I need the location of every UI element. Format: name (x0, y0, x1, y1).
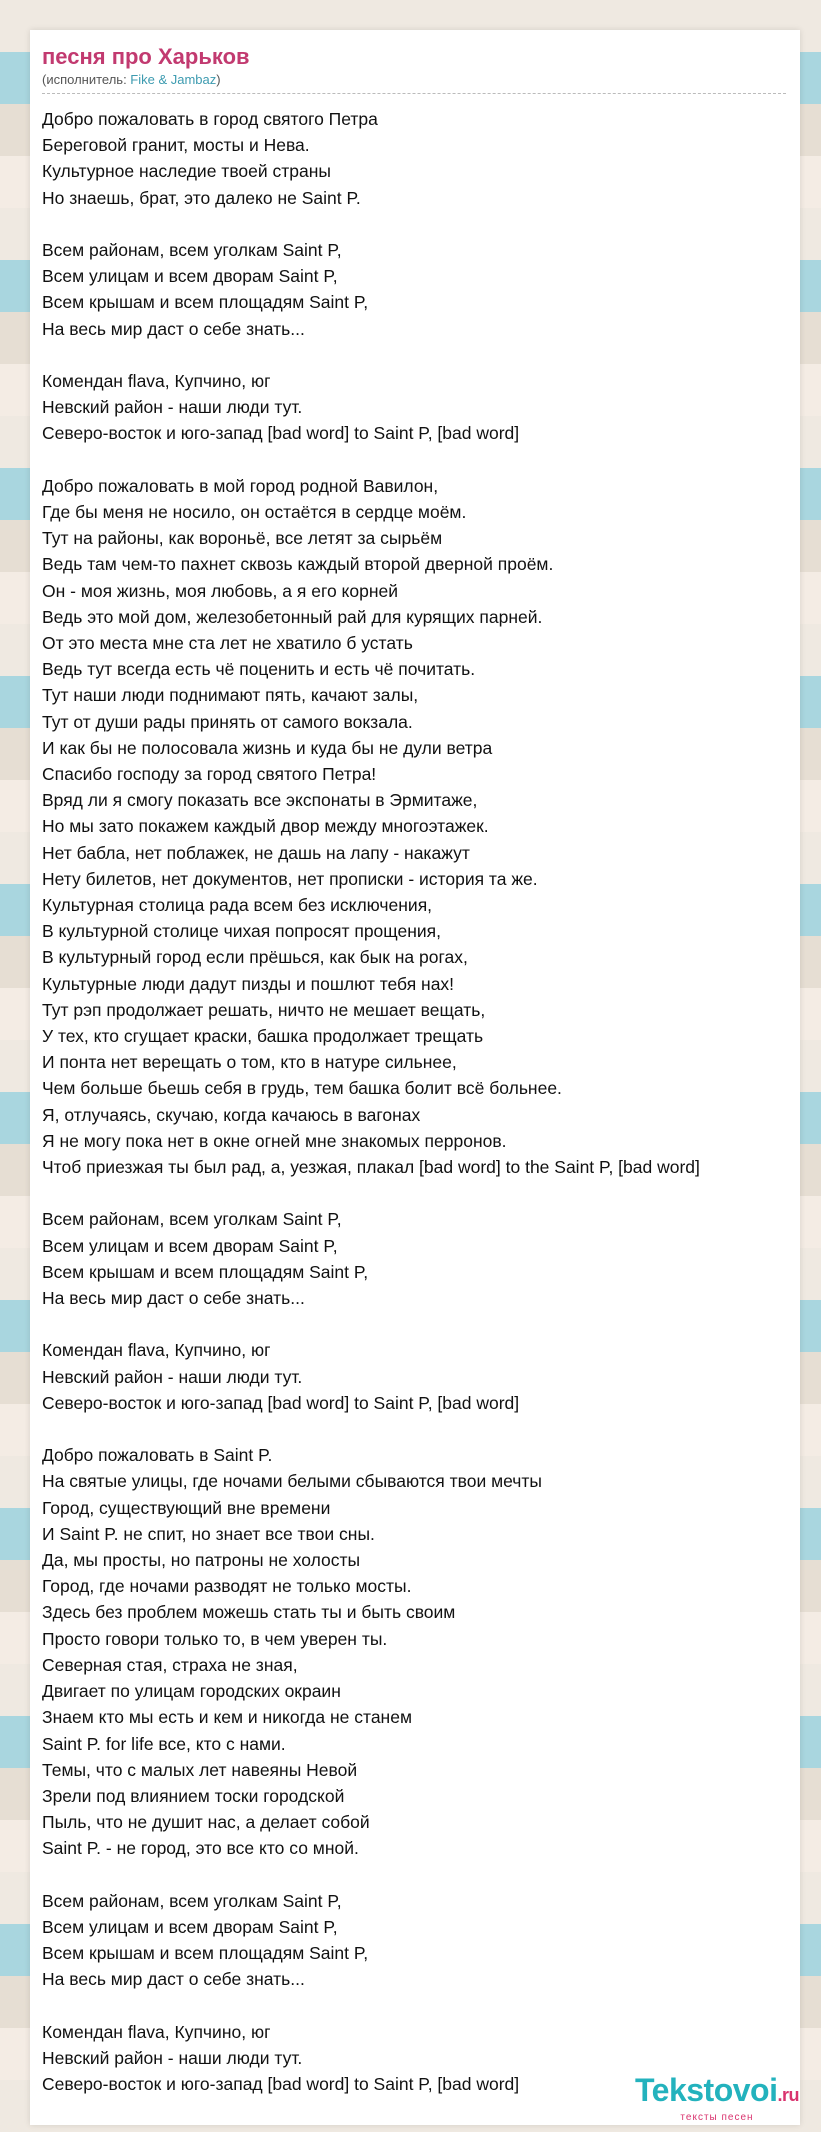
lyrics-line: Береговой гранит, мосты и Нева. (42, 135, 310, 156)
lyrics-line: Я, отлучаясь, скучаю, когда качаюсь в вагонах (42, 1104, 421, 1125)
lyrics-line: На весь мир даст о себе знать... (42, 1288, 305, 1309)
lyrics-line: Коменда﻿н flava, Купчино, юг (42, 371, 271, 391)
lyrics-line: Добро пожаловать в Saint P. (42, 1445, 273, 1466)
lyrics-line: И как бы не полосовала жизнь и куда бы не дули ветра (42, 737, 493, 758)
lyrics-line: Всем крышам и всем площадям Saint P, (42, 292, 369, 313)
site-logo[interactable] (635, 2073, 799, 2124)
lyrics-text (42, 106, 786, 2097)
artist-line (42, 71, 786, 94)
lyrics-line: Знаем кто мы есть и кем и никогда не станем (42, 1707, 412, 1728)
lyrics-stanza (42, 237, 786, 342)
lyrics-line: Тут рэп продолжает решать, ничто не мешает вещать, (42, 999, 486, 1020)
lyrics-line: И Saint P. не спит, но знает все твои сны. (42, 1523, 375, 1544)
artist-suffix: ) (216, 72, 221, 87)
lyrics-line: Но знаешь, брат, это далеко не Saint P. (42, 187, 361, 208)
lyrics-line: Здесь без проблем можешь стать ты и быть своим (42, 1602, 456, 1623)
lyrics-line: У тех, кто сгущает краски, башка продолжает трещать (42, 1026, 484, 1047)
lyrics-line: В культурный город если прёшься, как бык на рогах, (42, 947, 468, 968)
lyrics-line: Культурное наследие твоей страны (42, 161, 331, 182)
lyrics-line: Вряд ли я смогу показать все экспонаты в Эрмитаже, (42, 790, 478, 811)
lyrics-line: На святые улицы, где ночами белыми сбываются твои мечты (42, 1471, 543, 1492)
lyrics-line: Всем районам, всем уголкам Saint P, (42, 240, 342, 260)
lyrics-stanza (42, 1337, 786, 1416)
lyrics-line: Северо-восток и юго-запад [bad word] to Saint P, [bad word] (42, 1392, 520, 1413)
lyrics-line: Северная стая, страха не зная, (42, 1654, 298, 1675)
lyrics-line: Всем улицам и всем дворам Saint P, (42, 1235, 338, 1256)
lyrics-line: Ведь тут всегда есть чё поценить и есть чё почитать. (42, 659, 476, 680)
lyrics-line: Всем районам, всем уголкам Saint P, (42, 1890, 342, 1911)
lyrics-line: И понта нет верещать о том, кто в натуре сильнее, (42, 1052, 457, 1073)
lyrics-stanza (42, 368, 786, 447)
lyrics-line: Где бы меня не носило, он остаётся в сердце моём. (42, 502, 467, 522)
lyrics-line: Чтоб приезжая ты был рад, а, уезжая, плакал [bad word] to the Saint P, [bad word] (42, 1157, 700, 1178)
lyrics-line: Невский район - наши люди тут. (42, 1366, 303, 1387)
lyrics-line: Saint P. for life все, кто с нами. (42, 1733, 286, 1754)
lyrics-line: Город, где ночами разводят не только мосты. (42, 1576, 412, 1597)
lyrics-line: Северо-восток и юго-запад [bad word] to Saint P, [bad word] (42, 423, 520, 444)
lyrics-line: Спасибо господу за город святого Петра! (42, 764, 377, 785)
lyrics-line: Двигает по улицам городских окраин (42, 1681, 341, 1702)
lyrics-line: Тут наши люди поднимают пять, качают залы, (42, 685, 419, 706)
lyrics-stanza (42, 106, 786, 211)
lyrics-line: На весь мир даст о себе знать... (42, 1969, 305, 1990)
lyrics-line: Всем улицам и всем дворам Saint P, (42, 1916, 338, 1937)
lyrics-stanza (42, 473, 786, 1180)
lyrics-line: Всем улицам и всем дворам Saint P, (42, 266, 338, 287)
lyrics-line: Тут на районы, как вороньё, все летят за сырьём (42, 528, 443, 549)
artist-prefix: (исполнитель: (42, 72, 131, 87)
lyrics-line: Добро пожаловать в город святого Петра (42, 109, 378, 129)
song-title: песня про Харьков (42, 44, 250, 69)
lyrics-card (30, 30, 800, 2125)
lyrics-line: Да, мы просты, но патроны не холосты (42, 1550, 361, 1571)
logo-tagline: тексты песен (680, 2112, 754, 2123)
lyrics-line: Но мы зато покажем каждый двор между многоэтажек. (42, 816, 489, 837)
lyrics-line: Комендан flava, Купчино, юг (42, 2021, 271, 2042)
lyrics-line: Комендан flava, Купчино, юг (42, 1340, 271, 1361)
lyrics-line: Нету билетов, нет документов, нет прописки - история та же. (42, 868, 538, 889)
lyrics-line: Пыль, что не душит нас, а делает собой (42, 1812, 370, 1833)
lyrics-line: На весь мир даст о себе знать... (42, 318, 305, 339)
lyrics-line: От это места мне ста лет не хватило б устать (42, 633, 413, 654)
lyrics-stanza (42, 1888, 786, 1993)
lyrics-line: Ведь это мой дом, железобетонный рай для курящих парней. (42, 606, 543, 627)
lyrics-line: Просто говори только то, в чем уверен ты. (42, 1628, 388, 1649)
logo-wordmark (635, 2073, 799, 2112)
lyrics-line: Невский район - наши люди тут. (42, 2047, 303, 2068)
lyrics-line: Я не могу пока нет в окне огней мне знакомых перронов. (42, 1130, 507, 1151)
lyrics-line: Культурная столица рада всем без исключения, (42, 895, 433, 916)
lyrics-line: Всем районам, всем уголкам Saint P, (42, 1209, 342, 1230)
logo-main-text: Tekstovoi (634, 2072, 778, 2108)
lyrics-line: Всем крышам и всем площадям Saint P, (42, 1943, 369, 1964)
artist-link[interactable]: Fike & Jambaz (130, 72, 217, 87)
lyrics-line: Темы, что с малых лет навеяны Невой (42, 1759, 358, 1780)
lyrics-line: В культурной столице чихая попросят прощения, (42, 921, 441, 942)
lyrics-line: Северо-восток и юго-запад [bad word] to Saint P, [bad word] (42, 2074, 520, 2095)
lyrics-line: Он - моя жизнь, моя любовь, а я его корней (42, 580, 399, 601)
lyrics-line: Всем крышам и всем площадям Saint P, (42, 1261, 369, 1282)
lyrics-line: Город, существующий вне времени (42, 1497, 331, 1518)
lyrics-line: Нет бабла, нет поблажек, не дашь на лапу - накажут (42, 842, 470, 863)
lyrics-line: Добро пожаловать в мой город родной Вавилон, (42, 475, 439, 496)
lyrics-line: Тут от души рады принять от самого вокзала. (42, 711, 413, 732)
lyrics-line: Невский район - наши люди тут. (42, 397, 303, 418)
lyrics-line: Ведь там чем-то пахнет сквозь каждый второй дверной проём. (42, 554, 554, 575)
lyrics-stanza (42, 1442, 786, 1861)
logo-tld: .ru (777, 2085, 799, 2105)
lyrics-stanza (42, 1206, 786, 1311)
lyrics-line: Зрели под влиянием тоски городской (42, 1785, 345, 1806)
lyrics-line: Saint P. - не город, это все кто со мной. (42, 1838, 359, 1859)
lyrics-line: Культурные люди дадут пизды и пошлют тебя нах! (42, 973, 455, 994)
lyrics-line: Чем больше бьешь себя в грудь, тем башка болит всё больнее. (42, 1078, 562, 1099)
